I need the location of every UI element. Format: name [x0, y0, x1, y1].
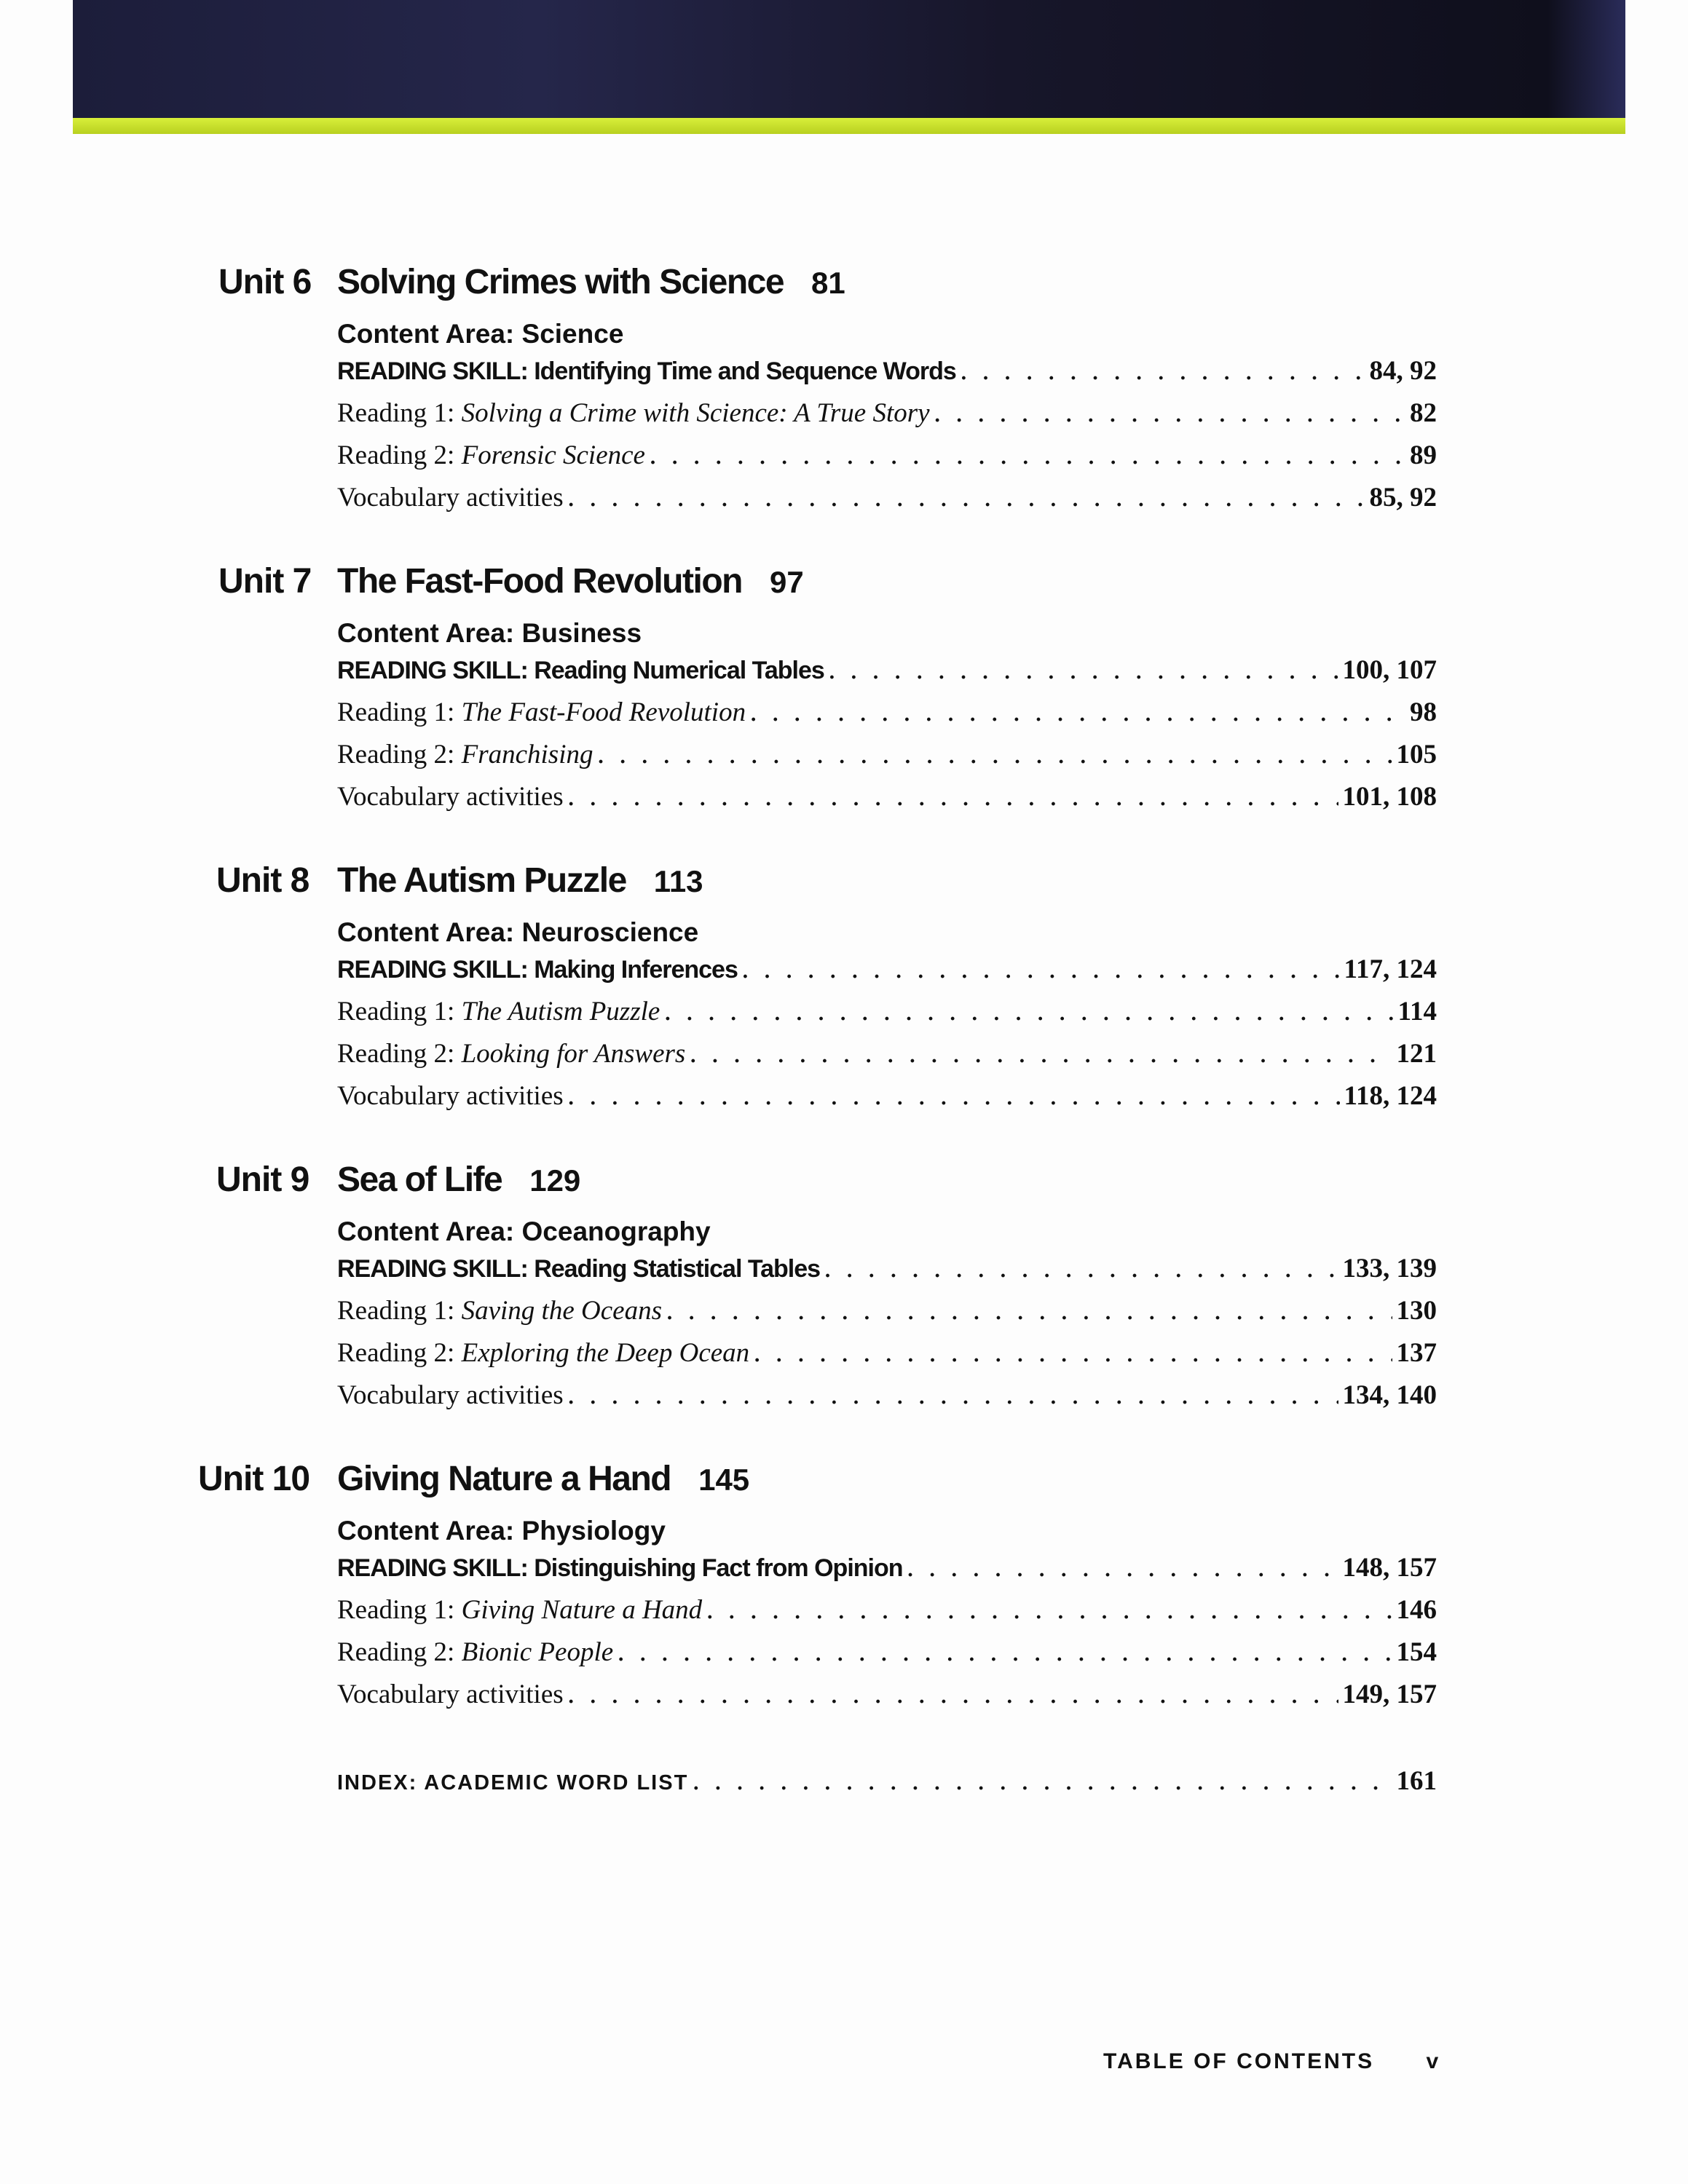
reading-2-entry-pages: 89 [1410, 440, 1437, 470]
reading-title: Forensic Science [461, 440, 645, 470]
unit-page: 113 [653, 864, 703, 898]
dot-leader [568, 1686, 1338, 1708]
reading-1-entry[interactable] [337, 996, 1437, 1038]
reading-title: The Fast-Food Revolution [461, 697, 746, 727]
reading-1-entry[interactable] [337, 397, 1437, 440]
header-stripe [73, 118, 1625, 134]
vocabulary-entry-label [337, 1380, 564, 1411]
reading-1-entry-pages: 130 [1396, 1296, 1437, 1326]
reading-skill-entry-pages: 84, 92 [1369, 356, 1437, 386]
dot-leader [568, 489, 1365, 511]
reading-1-entry-pages: 146 [1396, 1595, 1437, 1625]
dot-leader [750, 704, 1405, 726]
vocabulary-entry[interactable] [337, 1380, 1437, 1422]
vocabulary-entry-label [337, 781, 564, 812]
reading-1-entry-pages: 82 [1410, 398, 1437, 428]
reading-skill-entry-label [337, 657, 824, 685]
content-area: Content Area: Business [337, 618, 642, 648]
unit-entries [337, 1253, 1437, 1422]
content-area: Content Area: Oceanography [337, 1216, 711, 1246]
unit-entries [337, 355, 1437, 524]
unit-heading[interactable] [218, 561, 804, 612]
reading-skill-entry[interactable] [337, 654, 1437, 697]
reading-skill-entry-pages: 100, 107 [1342, 655, 1437, 685]
unit-page: 145 [698, 1463, 750, 1497]
unit-number: Unit 7 [218, 562, 312, 601]
dot-leader [824, 1260, 1338, 1282]
reading-1-entry-label [337, 996, 660, 1027]
reading-2-entry-label [337, 440, 645, 471]
reading-prefix: Reading 2: [337, 440, 462, 470]
vocab-text: Vocabulary activities [337, 1081, 564, 1111]
vocabulary-entry[interactable] [337, 781, 1437, 823]
reading-2-entry[interactable] [337, 1637, 1437, 1679]
dot-leader [934, 405, 1405, 427]
dot-leader [754, 1345, 1392, 1366]
content-area: Content Area: Science [337, 319, 624, 349]
reading-prefix: Reading 1: [337, 398, 462, 428]
dot-leader [693, 1773, 1392, 1795]
table-of-contents [0, 262, 1688, 1758]
reading-title: Giving Nature a Hand [461, 1595, 703, 1625]
vocabulary-entry-pages: 134, 140 [1342, 1380, 1437, 1410]
unit-section [0, 1160, 1688, 1459]
reading-skill-entry[interactable] [337, 1253, 1437, 1295]
vocabulary-entry-pages: 85, 92 [1369, 483, 1437, 513]
footer-section: TABLE OF CONTENTS [1103, 2049, 1375, 2073]
reading-title: Solving a Crime with Science: A True Story [461, 398, 930, 428]
vocab-text: Vocabulary activities [337, 1380, 564, 1410]
reading-2-entry-pages: 105 [1396, 740, 1437, 769]
reading-2-entry-label [337, 1337, 749, 1369]
dot-leader [618, 1644, 1392, 1666]
reading-2-entry-label [337, 739, 593, 770]
unit-heading[interactable] [216, 1160, 580, 1211]
vocabulary-entry-pages: 118, 124 [1344, 1081, 1437, 1111]
skill-text: READING SKILL: Reading Statistical Tables [337, 1255, 821, 1283]
dot-leader [664, 1003, 1393, 1025]
reading-prefix: Reading 2: [337, 1039, 462, 1069]
vocabulary-entry-pages: 149, 157 [1342, 1679, 1437, 1709]
dot-leader [961, 363, 1365, 384]
reading-title: The Autism Puzzle [461, 997, 660, 1026]
unit-title: Sea of Life [337, 1160, 502, 1199]
reading-1-entry-pages: 98 [1410, 697, 1437, 727]
vocabulary-entry-label [337, 1080, 564, 1112]
reading-skill-entry[interactable] [337, 1552, 1437, 1594]
reading-title: Saving the Oceans [461, 1296, 662, 1326]
reading-title: Looking for Answers [461, 1039, 686, 1069]
reading-skill-entry-label [337, 1255, 820, 1283]
index-page: 161 [1396, 1766, 1437, 1796]
reading-2-entry-pages: 137 [1396, 1338, 1437, 1368]
unit-title: Giving Nature a Hand [337, 1460, 671, 1498]
dot-leader [829, 662, 1338, 684]
vocabulary-entry[interactable] [337, 482, 1437, 524]
unit-section [0, 860, 1688, 1160]
skill-text: READING SKILL: Reading Numerical Tables [337, 657, 824, 684]
reading-2-entry-label [337, 1637, 613, 1668]
unit-heading[interactable] [218, 262, 845, 313]
reading-title: Bionic People [461, 1637, 614, 1667]
unit-section [0, 262, 1688, 561]
dot-leader [568, 1387, 1338, 1409]
page-footer [1103, 2049, 1440, 2074]
dot-leader [597, 746, 1392, 768]
reading-prefix: Reading 1: [337, 1595, 462, 1625]
footer-page-number: v [1426, 2049, 1441, 2073]
reading-prefix: Reading 2: [337, 740, 462, 769]
reading-2-entry-label [337, 1038, 685, 1069]
vocabulary-entry-pages: 101, 108 [1342, 782, 1437, 812]
unit-title: The Autism Puzzle [337, 861, 626, 900]
unit-entries [337, 654, 1437, 823]
dot-leader [666, 1302, 1392, 1324]
vocabulary-entry[interactable] [337, 1679, 1437, 1721]
unit-title: The Fast-Food Revolution [337, 562, 742, 601]
reading-prefix: Reading 1: [337, 697, 462, 727]
unit-number: Unit 10 [198, 1460, 310, 1498]
unit-entries [337, 1552, 1437, 1721]
reading-1-entry-label [337, 1295, 662, 1326]
reading-2-entry[interactable] [337, 739, 1437, 781]
skill-text: READING SKILL: Distinguishing Fact from Opinion [337, 1554, 903, 1582]
reading-1-entry-label [337, 697, 746, 728]
skill-text: READING SKILL: Identifying Time and Sequence Words [337, 357, 956, 385]
dot-leader [690, 1045, 1392, 1067]
reading-1-entry-label [337, 397, 930, 429]
unit-number: Unit 8 [216, 861, 309, 900]
dot-leader [907, 1559, 1338, 1581]
reading-prefix: Reading 2: [337, 1338, 462, 1368]
dot-leader [568, 1088, 1340, 1109]
unit-page: 129 [529, 1163, 581, 1198]
reading-prefix: Reading 1: [337, 997, 462, 1026]
reading-1-entry[interactable] [337, 697, 1437, 739]
index-entry[interactable] [337, 1765, 1437, 1808]
unit-title: Solving Crimes with Science [337, 263, 784, 301]
reading-1-entry[interactable] [337, 1295, 1437, 1337]
reading-skill-entry-label [337, 1554, 903, 1583]
dot-leader [742, 961, 1340, 983]
reading-skill-entry-pages: 148, 157 [1342, 1553, 1437, 1583]
content-area: Content Area: Physiology [337, 1516, 666, 1546]
reading-2-entry-pages: 154 [1396, 1637, 1437, 1667]
reading-2-entry[interactable] [337, 440, 1437, 482]
dot-leader [650, 447, 1405, 469]
reading-title: Exploring the Deep Ocean [461, 1338, 750, 1368]
reading-1-entry[interactable] [337, 1594, 1437, 1637]
reading-skill-entry-label [337, 357, 956, 386]
unit-heading[interactable] [216, 860, 703, 911]
reading-skill-entry-pages: 117, 124 [1344, 954, 1437, 984]
vocabulary-entry[interactable] [337, 1080, 1437, 1123]
reading-1-entry-label [337, 1594, 702, 1626]
index-label: INDEX: ACADEMIC WORD LIST [337, 1771, 689, 1795]
unit-number: Unit 6 [218, 263, 312, 301]
reading-title: Franchising [461, 740, 593, 769]
reading-skill-entry-pages: 133, 139 [1342, 1254, 1437, 1283]
unit-entries [337, 954, 1437, 1123]
reading-prefix: Reading 2: [337, 1637, 462, 1667]
header-banner [73, 0, 1625, 118]
dot-leader [706, 1602, 1392, 1623]
skill-text: READING SKILL: Making Inferences [337, 956, 738, 984]
unit-section [0, 1459, 1688, 1758]
content-area: Content Area: Neuroscience [337, 917, 699, 947]
vocab-text: Vocabulary activities [337, 483, 564, 513]
vocab-text: Vocabulary activities [337, 782, 564, 812]
unit-section [0, 561, 1688, 860]
vocabulary-entry-label [337, 1679, 564, 1710]
unit-heading[interactable] [198, 1459, 749, 1510]
reading-skill-entry[interactable] [337, 355, 1437, 397]
unit-page: 97 [769, 565, 804, 599]
reading-prefix: Reading 1: [337, 1296, 462, 1326]
unit-page: 81 [811, 266, 845, 300]
reading-2-entry[interactable] [337, 1038, 1437, 1080]
reading-2-entry-pages: 121 [1396, 1039, 1437, 1069]
reading-skill-entry-label [337, 956, 738, 984]
vocabulary-entry-label [337, 482, 564, 513]
unit-number: Unit 9 [216, 1160, 309, 1199]
reading-1-entry-pages: 114 [1397, 997, 1437, 1026]
dot-leader [568, 788, 1338, 810]
reading-skill-entry[interactable] [337, 954, 1437, 996]
vocab-text: Vocabulary activities [337, 1679, 564, 1709]
reading-2-entry[interactable] [337, 1337, 1437, 1380]
